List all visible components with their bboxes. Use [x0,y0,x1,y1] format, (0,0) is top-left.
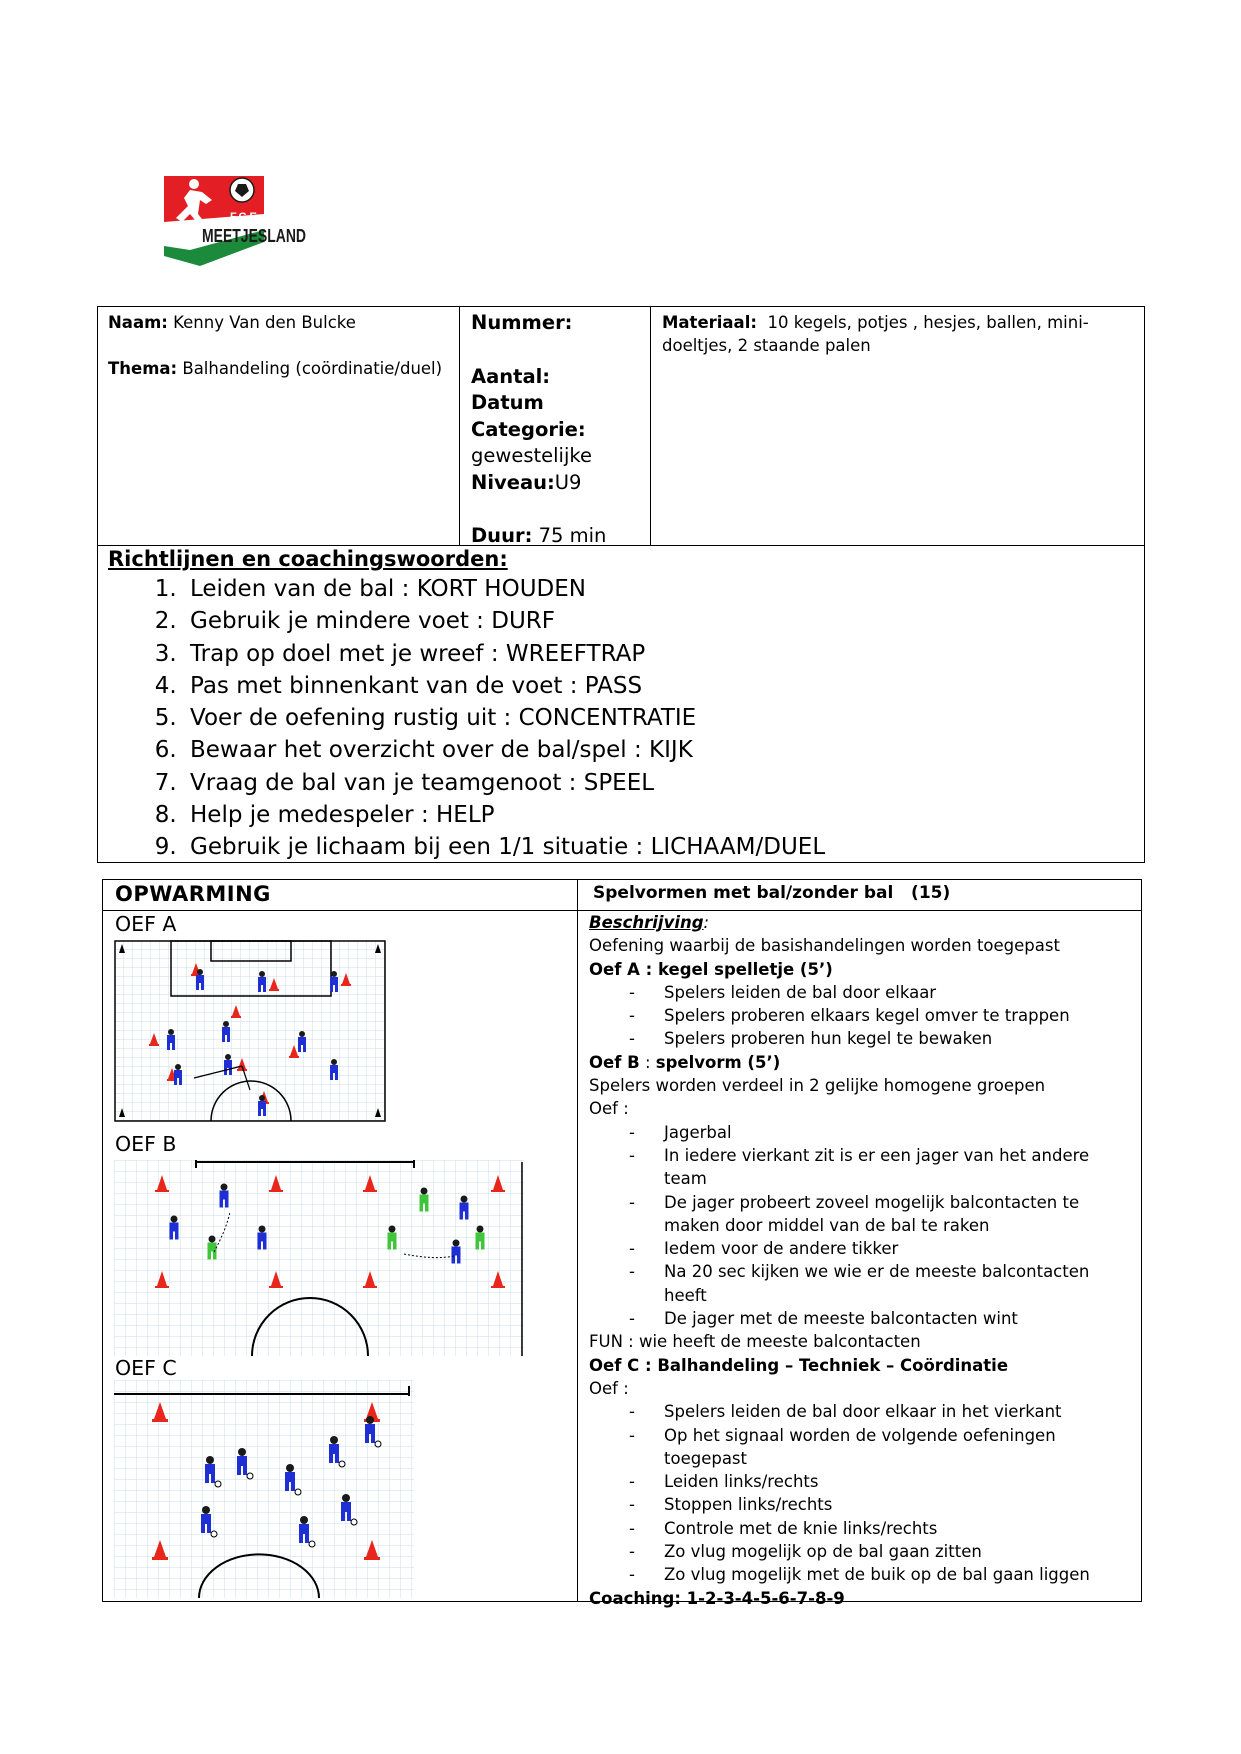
categorie-value: gewestelijke [471,444,592,467]
oef-c-item: - Zo vlug mogelijk op de bal gaan zitten [589,1540,1134,1563]
nummer-label: Nummer: [471,311,573,334]
oef-c-item: - Stoppen links/rechts [589,1493,1134,1516]
oef-b-title-sep: : [639,1052,656,1072]
naam-label: Naam: [108,313,168,332]
oef-b-label: OEF B [115,1132,177,1156]
session-title: OPWARMING [115,882,271,906]
oef-c-item: - Controle met de knie links/rechts [589,1517,1134,1540]
oef-a-item: - Spelers proberen hun kegel te bewaken [589,1027,1134,1050]
oef-c-item: - Leiden links/rechts [589,1470,1134,1493]
logo-text-top: F.C.E. [230,211,260,223]
materiaal-label: Materiaal: [662,313,757,332]
oef-b-item: - De jager met de meeste balcontacten wint [589,1307,1134,1330]
oef-b-item: - De jager probeert zoveel mogelijk balcontacten te maken door middel van de bal te raken [589,1191,1134,1238]
niveau-label: Niveau: [471,470,555,494]
oef-b-title-name: Oef B [589,1052,640,1072]
row-divider-left [103,910,577,911]
drill-a-diagram [114,940,387,1124]
guideline-item: 4. Pas met binnenkant van de voet : PASS [184,670,1134,702]
duur-value: 75 min [538,524,607,547]
oef-b-item: - In iedere vierkant zit is er een jager van het andere team [589,1144,1134,1191]
oef-c-item: - Spelers leiden de bal door elkaar in het vierkant [589,1400,1134,1423]
oef-b-fun: FUN : wie heeft de meeste balcontacten [589,1332,921,1352]
oef-b-intro: Spelers worden verdeel in 2 gelijke homogene groepen [589,1076,1046,1096]
beschrijving-colon: : [703,913,710,932]
thema-label: Thema: [108,359,178,378]
guideline-item: 1. Leiden van de bal : KORT HOUDEN [184,573,1134,605]
naam-value: Kenny Van den Bulcke [173,313,356,332]
categorie-label: Categorie: [471,417,586,441]
oef-c-item: - Zo vlug mogelijk met de buik op de bal gaan liggen [589,1563,1134,1586]
oef-b-item: - Jagerbal [589,1121,1134,1144]
header-table [97,306,1145,546]
materiaal-value: 10 kegels, potjes , hesjes, ballen, mini-doeltjes, 2 staande palen [662,313,1089,355]
guideline-item: 8. Help je medespeler : HELP [184,799,1134,831]
oef-a-item: - Spelers leiden de bal door elkaar [589,981,1134,1004]
club-logo [160,170,310,270]
oef-c-item: - Op het signaal worden de volgende oefeningen toegepast [589,1424,1134,1471]
oef-c-label: OEF C [115,1356,177,1380]
header-col-meta [460,307,651,545]
duur-label: Duur: [471,524,533,547]
guideline-item: 6. Bewaar het overzicht over de bal/spel : KIJK [184,734,1134,766]
niveau-value: U9 [554,470,582,494]
oef-c-oef-label: Oef : [589,1378,629,1398]
oef-a-label: OEF A [115,912,177,936]
thema-value: Balhandeling (coördinatie/duel) [182,359,443,378]
session-table [102,879,1142,1608]
datum-label: Datum [471,391,544,414]
oef-c-title: Oef C : Balhandeling – Techniek – Coördinatie [589,1355,1009,1375]
coaching-line: Coaching: 1-2-3-4-5-6-7-8-9 [589,1588,845,1608]
header-col-trainer [98,307,460,545]
oef-a-title: Oef A : kegel spelletje (5’) [589,959,833,979]
guidelines-list [108,573,1134,864]
guideline-item: 5. Voer de oefening rustig uit : CONCENTRATIE [184,702,1134,734]
drill-b-diagram [114,1160,524,1356]
oef-b-oef-label: Oef : [589,1099,629,1119]
oef-a-item: - Spelers proberen elkaars kegel omver te trappen [589,1004,1134,1027]
aantal-label: Aantal: [471,364,551,388]
oef-b-item: - Iedem voor de andere tikker [589,1237,1134,1260]
session-intro: Oefening waarbij de basishandelingen worden toegepast [589,936,1060,956]
guideline-item: 3. Trap op doel met je wreef : WREEFTRAP [184,638,1134,670]
guideline-item: 7. Vraag de bal van je teamgenoot : SPEEL [184,767,1134,799]
oef-b-item: - Na 20 sec kijken we wie er de meeste balcontacten heeft [589,1260,1134,1307]
guideline-item: 9. Gebruik je lichaam bij een 1/1 situatie : LICHAAM/DUEL [184,831,1134,863]
guidelines-title: Richtlijnen en coachingswoorden: [108,547,508,571]
session-subtitle: Spelvormen met bal/zonder bal (15) [593,883,951,903]
beschrijving-label: Beschrijving [589,913,704,932]
guideline-item: 2. Gebruik je mindere voet : DURF [184,605,1134,637]
drill-c-diagram [114,1380,414,1598]
column-divider [577,880,578,1601]
oef-b-title-type: spelvorm (5’) [655,1052,781,1072]
logo-text-main: MEETJESLAND [202,226,307,246]
session-description [589,911,1134,1610]
header-col-materials [651,307,1144,545]
guidelines-section [97,545,1145,863]
